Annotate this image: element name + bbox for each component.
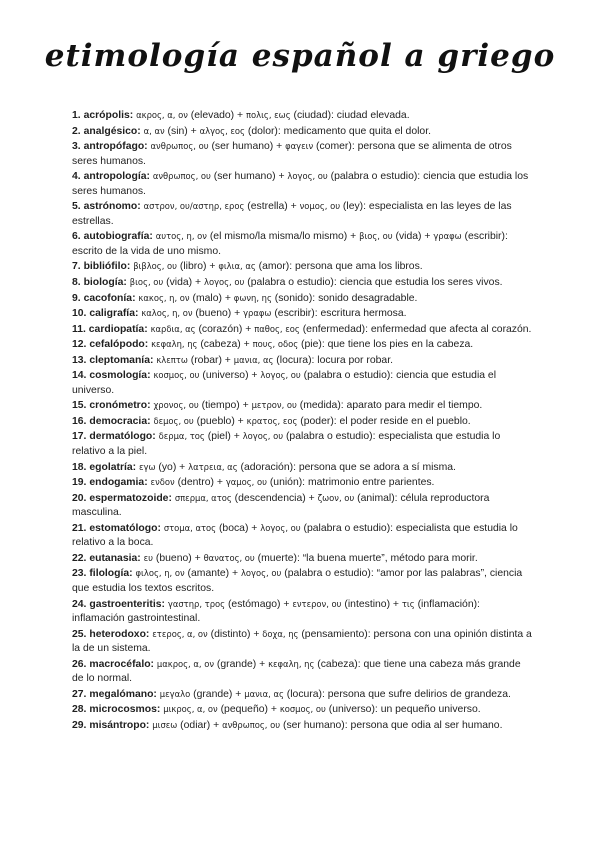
greek-root: γαμος, ου (225, 477, 267, 488)
root-meaning: (cabeza): que tiene una cabeza más grande de lo normal. (72, 658, 521, 685)
greek-root: τις (401, 598, 415, 609)
greek-root: θανατος, ου (203, 552, 255, 563)
etymology-entry (72, 368, 532, 398)
entry-word: gastroenteritis: (89, 598, 165, 610)
root-meaning: (dentro) + (174, 477, 226, 489)
etymology-entry (72, 337, 532, 353)
root-meaning: (distinto) + (207, 628, 263, 640)
root-meaning: (palabra o estudio): ciencia que estudia el universo. (72, 370, 497, 396)
root-meaning: (universo): un pequeño universo. (325, 704, 481, 716)
entry-word: egolatría: (89, 461, 137, 473)
root-meaning: (ser humano) + (208, 141, 286, 153)
greek-root: μετρον, ου (251, 400, 297, 411)
root-meaning: (estrella) + (244, 201, 300, 213)
greek-root: μανια, ας (233, 354, 274, 365)
etymology-entry (72, 687, 532, 703)
entry-word: espermatozoide: (89, 492, 172, 504)
greek-root: γαστηρ, τρος (167, 598, 226, 609)
root-meaning: (dolor): medicamento que quita el dolor. (244, 125, 431, 137)
greek-root: μισεω (152, 719, 178, 730)
root-meaning: (sonido): sonido desagradable. (271, 292, 418, 304)
entry-word: cosmología: (89, 370, 151, 382)
root-meaning: (amor): persona que ama los libros. (255, 261, 423, 273)
entry-number: 2. (72, 125, 81, 137)
entry-number: 25. (72, 628, 87, 640)
etymology-entry (72, 475, 532, 491)
entry-word: filología: (89, 568, 133, 580)
entry-word: dermatólogo: (89, 431, 156, 443)
greek-root: κοσμος, ου (153, 370, 200, 381)
etymology-entry (72, 199, 532, 229)
greek-root: βιβλος, ου (133, 261, 178, 272)
entry-word: analgésico: (83, 125, 141, 137)
root-meaning: (grande) + (190, 688, 245, 700)
root-meaning: (locura): locura por robar. (273, 354, 393, 366)
entry-word: bibliófilo: (83, 261, 131, 273)
root-meaning: (escribir): escritura hermosa. (271, 308, 407, 320)
etymology-entry (72, 429, 532, 459)
greek-root: λογος, ου (260, 370, 301, 381)
entry-word: biología: (83, 277, 127, 289)
root-meaning: (unión): matrimonio entre parientes. (266, 477, 435, 489)
root-meaning: (piel) + (204, 431, 243, 443)
root-meaning: (adoración): persona que se adora a sí misma. (237, 461, 456, 473)
root-meaning: (palabra o estudio): “amor por las palabras”, ciencia que estudia los textos escritos. (72, 568, 523, 594)
root-meaning: (elevado) + (187, 110, 246, 121)
entry-word: misántropo: (89, 719, 150, 731)
entry-word: microcosmos: (89, 704, 161, 716)
etymology-entry (72, 491, 532, 521)
entry-word: cacofonía: (83, 292, 136, 304)
entry-word: macrocéfalo: (89, 658, 155, 670)
root-meaning: (palabra o estudio): especialista que estudia lo relativo a la boca. (72, 522, 518, 549)
root-meaning: (pequeño) + (217, 704, 280, 716)
entry-word: autobiografía: (83, 231, 153, 243)
entry-number: 17. (72, 431, 87, 443)
greek-root: φιλος, η, ον (135, 568, 185, 579)
root-meaning: (grande) + (214, 658, 269, 670)
etymology-entry (72, 169, 532, 199)
root-meaning: (bueno) + (153, 552, 204, 564)
entry-word: cefalópodo: (89, 339, 149, 351)
entry-number: 22. (72, 552, 87, 564)
etymology-entry (72, 702, 532, 718)
etymology-entry (72, 291, 532, 307)
root-meaning: (ser humano): persona que odia al ser humano. (280, 719, 503, 731)
greek-root: ανθρωπος, ου (150, 141, 209, 152)
greek-root: αλγος, εος (199, 125, 245, 136)
entry-word: acrópolis: (83, 110, 134, 121)
root-meaning: (intestino) + (341, 598, 402, 610)
greek-root: λογος, ου (287, 171, 328, 182)
etymology-entry (72, 108, 532, 124)
entry-number: 26. (72, 658, 87, 670)
root-meaning: (universo) + (199, 370, 261, 382)
greek-root: πους, οδος (252, 339, 299, 350)
entry-word: endogamia: (89, 477, 148, 489)
greek-root: εγω (139, 461, 156, 472)
root-meaning: (corazón) + (195, 323, 255, 335)
etymology-entry (72, 521, 532, 551)
entry-number: 23. (72, 568, 87, 580)
greek-root: δερμα, τος (158, 431, 205, 442)
root-meaning: (amante) + (184, 568, 241, 580)
etymology-entry (72, 657, 532, 687)
root-meaning: (descendencia) + (231, 492, 318, 504)
greek-root: παθος, εος (254, 323, 300, 334)
entry-number: 24. (72, 598, 87, 610)
greek-root: μεγαλο (159, 688, 191, 699)
root-meaning: (malo) + (189, 292, 234, 304)
greek-root: χρονος, ου (153, 400, 199, 411)
greek-root: λογος, ου (242, 431, 284, 442)
root-meaning: (inflamación): inflamación gastrointestinal. (72, 598, 480, 625)
greek-root: ευ (143, 552, 154, 563)
etymology-entry (72, 398, 532, 414)
entry-number: 14. (72, 370, 87, 382)
greek-root: μικρος, α, ον (163, 704, 218, 715)
etymology-entry (72, 259, 532, 275)
greek-root: κλεπτω (156, 354, 188, 365)
greek-root: δεμος, ου (153, 415, 194, 426)
root-meaning: (tiempo) + (198, 400, 252, 412)
greek-root: ζωον, ου (317, 492, 355, 503)
root-meaning: (muerte): “la buena muerte”, método para morir. (254, 552, 478, 564)
root-meaning: (medida): aparato para medir el tiempo. (296, 400, 483, 412)
etymology-entry (72, 551, 532, 567)
root-meaning: (vida) + (163, 277, 204, 289)
entry-word: megalómano: (89, 688, 157, 700)
etymology-entry (72, 124, 532, 140)
greek-root: αυτος, η, ον (155, 231, 207, 242)
greek-root: φιλια, ας (218, 261, 256, 272)
greek-root: λατρεια, ας (188, 461, 238, 472)
entry-number: 9. (72, 292, 81, 304)
entry-word: antropología: (83, 171, 150, 183)
root-meaning: (sin) + (164, 125, 200, 137)
entry-number: 10. (72, 308, 87, 320)
etymology-entry (72, 566, 532, 596)
greek-root: βιος, ου (129, 277, 164, 288)
etymology-list (72, 108, 532, 733)
etymology-entry (72, 414, 532, 430)
root-meaning: (pie): que tiene los pies en la cabeza. (298, 339, 474, 351)
greek-root: λογος, ου (203, 277, 245, 288)
greek-root: αστρον, ου/αστηρ, ερος (143, 201, 245, 212)
root-meaning: (palabra o estudio): ciencia que estudia los seres humanos. (72, 171, 529, 197)
root-meaning: (comer): persona que se alimenta de otros seres humanos. (72, 141, 512, 167)
entry-number: 13. (72, 354, 87, 366)
root-meaning: (poder): el poder reside en el pueblo. (297, 415, 471, 427)
etymology-entry (72, 718, 532, 734)
root-meaning: (animal): célula reproductora masculina. (72, 492, 490, 519)
etymology-entry (72, 306, 532, 322)
root-meaning: (robar) + (187, 354, 234, 366)
etymology-entry (72, 322, 532, 338)
greek-root: ενδον (150, 477, 175, 488)
entry-number: 28. (72, 704, 87, 716)
entry-number: 20. (72, 492, 87, 504)
greek-root: γραφω (433, 231, 462, 242)
etymology-entry (72, 460, 532, 476)
greek-root: σπερμα, ατος (174, 492, 232, 503)
greek-root: καρδια, ας (150, 323, 196, 334)
greek-root: κρατος, εος (246, 415, 298, 426)
greek-root: α, αν (143, 125, 165, 136)
entry-word: democracia: (89, 415, 151, 427)
greek-root: λογος, ου (260, 522, 301, 533)
greek-root: ακρος, α, ον (136, 110, 188, 120)
root-meaning: (ley): especialista en las leyes de las estrellas. (72, 201, 512, 227)
entry-word: eutanasia: (89, 552, 141, 564)
greek-root: πολις, εως (245, 110, 291, 120)
root-meaning: (cabeza) + (197, 339, 253, 351)
etymology-entry (72, 597, 532, 627)
etymology-entry (72, 229, 532, 259)
entry-number: 6. (72, 231, 81, 243)
etymology-entry (72, 275, 532, 291)
entry-word: cronómetro: (89, 400, 151, 412)
page-title: etimología español a griego (44, 38, 556, 74)
greek-root: κεφαλη, ης (151, 339, 198, 350)
greek-root: βιος, ου (359, 231, 393, 242)
greek-root: δοχα, ης (262, 628, 299, 639)
entry-number: 21. (72, 522, 87, 534)
greek-root: κακος, η, ον (138, 292, 190, 303)
etymology-entry (72, 139, 532, 169)
root-meaning: (libro) + (177, 261, 219, 273)
root-meaning: (escribir): escrito de la vida de uno mismo. (72, 231, 508, 257)
entry-number: 7. (72, 261, 81, 273)
greek-root: μανια, ας (244, 688, 284, 699)
greek-root: κοσμος, ου (279, 704, 326, 715)
root-meaning: (vida) + (392, 231, 434, 243)
etymology-entry (72, 353, 532, 369)
greek-root: φωνη, ης (233, 292, 272, 303)
entry-word: cardiopatía: (88, 323, 148, 335)
root-meaning: (bueno) + (192, 308, 244, 320)
entry-number: 4. (72, 171, 81, 183)
greek-root: ανθρωπος, ου (152, 171, 211, 182)
entry-number: 12. (72, 339, 87, 351)
root-meaning: (ser humano) + (210, 171, 288, 183)
greek-root: γραφω (243, 308, 272, 319)
greek-root: στομα, ατος (163, 522, 217, 533)
root-meaning: (palabra o estudio): especialista que estudia lo relativo a la piel. (72, 431, 501, 458)
greek-root: ανθρωπος, ου (222, 719, 281, 730)
root-meaning: (pensamiento): persona con una opinión distinta a la de un sistema. (72, 628, 532, 655)
etymology-entry (72, 627, 532, 657)
entry-word: estomatólogo: (89, 522, 161, 534)
root-meaning: (ciudad): ciudad elevada. (290, 110, 410, 121)
greek-root: λογος, ου (240, 568, 282, 579)
entry-number: 16. (72, 415, 87, 427)
greek-root: φαγειν (285, 141, 314, 152)
root-meaning: (locura): persona que sufre delirios de grandeza. (283, 688, 511, 700)
root-meaning: (estómago) + (225, 598, 293, 610)
root-meaning: (pueblo) + (193, 415, 247, 427)
entry-word: cleptomanía: (89, 354, 154, 366)
root-meaning: (enfermedad): enfermedad que afecta al corazón. (299, 323, 532, 335)
greek-root: εντερον, ου (292, 598, 342, 609)
entry-number: 1. (72, 110, 81, 121)
root-meaning: (odiar) + (177, 719, 223, 731)
greek-root: κεφαλη, ης (268, 658, 315, 669)
entry-number: 8. (72, 277, 81, 289)
entry-number: 3. (72, 141, 81, 153)
entry-number: 15. (72, 400, 87, 412)
entry-number: 18. (72, 461, 87, 473)
entry-word: caligrafía: (89, 308, 139, 320)
entry-number: 11. (72, 323, 86, 335)
greek-root: καλος, η, ον (141, 308, 193, 319)
root-meaning: (palabra o estudio): ciencia que estudia los seres vivos. (244, 277, 503, 289)
entry-word: heterodoxo: (89, 628, 150, 640)
entry-number: 5. (72, 201, 81, 213)
root-meaning: (el mismo/la misma/lo mismo) + (206, 231, 360, 243)
greek-root: ετερος, α, ον (152, 628, 208, 639)
entry-word: astrónomo: (83, 201, 141, 213)
greek-root: νομος, ου (299, 201, 341, 212)
entry-number: 27. (72, 688, 87, 700)
entry-word: antropófago: (83, 141, 148, 153)
root-meaning: (boca) + (216, 522, 261, 534)
root-meaning: (yo) + (155, 461, 189, 473)
entry-number: 29. (72, 719, 87, 731)
entry-number: 19. (72, 477, 87, 489)
greek-root: μακρος, α, ον (156, 658, 215, 669)
